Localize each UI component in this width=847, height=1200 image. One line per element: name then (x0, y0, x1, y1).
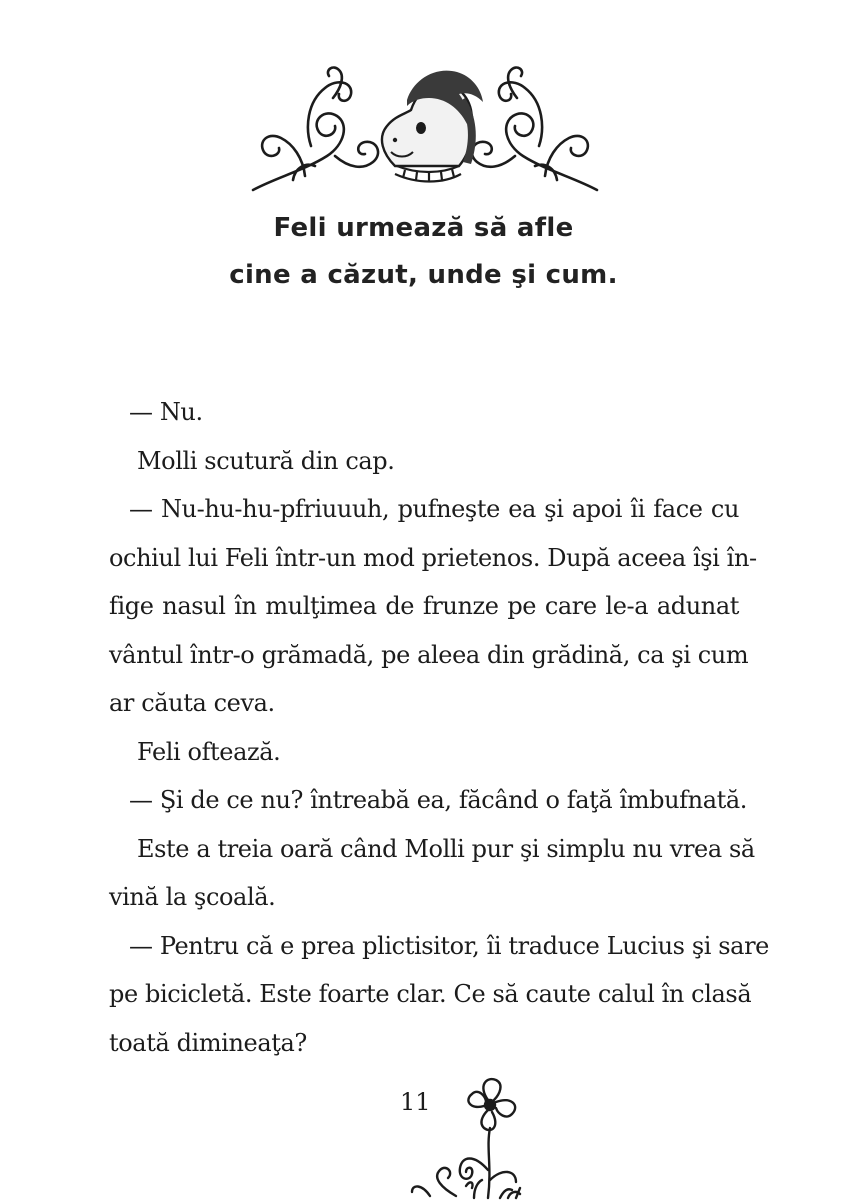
text-line: Feli oftează. (137, 737, 281, 766)
text-line: vântul într-o grămadă, pe aleea din grădină, ca şi cum (109, 640, 749, 669)
text-line: — Nu. (129, 398, 203, 426)
text-line: ochiul lui Feli într-un mod prietenos. După aceea îşi în- (109, 543, 757, 572)
text-line: — Pentru că e prea plictisitor, îi traduce Lucius şi sare (129, 931, 769, 960)
text-line: Este a treia oară când Molli pur şi simplu nu vrea să (137, 834, 755, 863)
text-line: pe bicicletă. Este foarte clar. Ce să caute calul în clasă (109, 980, 752, 1008)
text-line: fige nasul în mulţimea de frunze pe care le-a adunat (109, 592, 739, 620)
chapter-title-line-2: cine a căzut, unde şi cum. (229, 260, 618, 290)
text-line: Molli scutură din cap. (137, 446, 395, 475)
text-line: ar căuta ceva. (109, 689, 275, 717)
flower-doodle-icon (408, 1070, 528, 1200)
text-line: toată dimineaţa? (109, 1028, 307, 1057)
text-line: vină la şcoală. (109, 883, 276, 911)
page-number: 11 (400, 1088, 431, 1116)
text-line: — Nu-hu-hu-pfriuuuh, pufneşte ea şi apoi îi face cu (129, 495, 739, 523)
chapter-title (0, 205, 847, 299)
story-body (109, 388, 769, 1067)
text-line: — Şi de ce nu? întreabă ea, făcând o faţă îmbufnată. (129, 786, 748, 814)
chapter-title-line-1: Feli urmează să afle (273, 213, 574, 243)
pony-head-ornament-icon (245, 58, 605, 198)
